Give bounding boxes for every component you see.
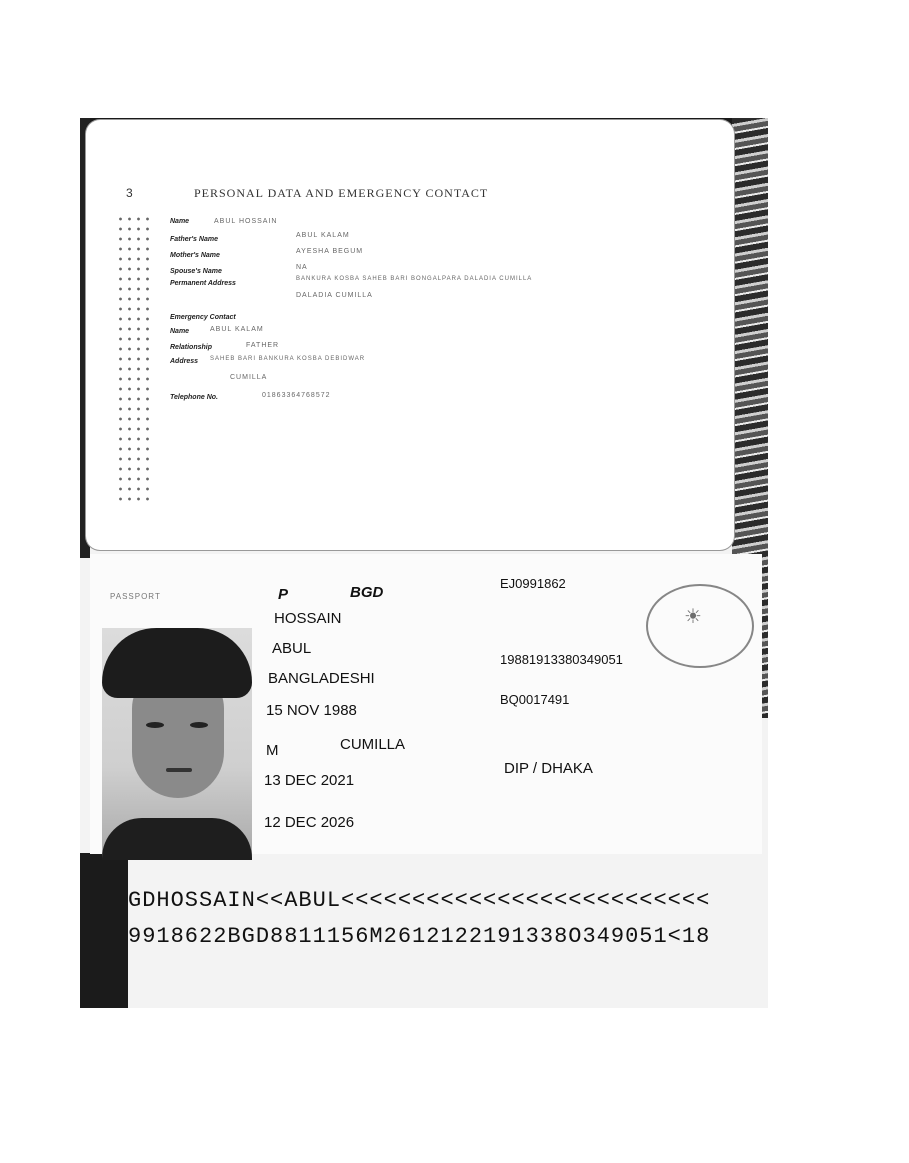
- place-of-birth: CUMILLA: [340, 736, 406, 753]
- pd-row: Name: [170, 328, 190, 335]
- scan-sheet: [80, 118, 768, 1008]
- photo-mouth: [166, 768, 192, 772]
- sex: M: [266, 742, 279, 759]
- given-name: ABUL: [272, 640, 312, 657]
- surname: HOSSAIN: [274, 610, 342, 627]
- personal-page-title: PERSONAL DATA AND EMERGENCY CONTACT: [194, 186, 489, 200]
- pd-value: ABUL HOSSAIN: [214, 218, 278, 225]
- pd-value: AYESHA BEGUM: [296, 248, 364, 255]
- personal-number: 19881913380349051: [500, 652, 623, 667]
- pd-value: FATHER: [246, 342, 280, 349]
- pd-row: Address: [170, 358, 199, 365]
- pd-value: NA: [296, 264, 308, 271]
- passport-label: PASSPORT: [110, 592, 161, 601]
- date-of-issue: 13 DEC 2021: [264, 772, 355, 789]
- pd-row: Father's Name: [170, 236, 218, 243]
- passport-number: EJ0991862: [500, 576, 566, 591]
- mrz-line-1: GDHOSSAIN<<ABUL<<<<<<<<<<<<<<<<<<<<<<<<<<: [128, 888, 711, 913]
- pd-value: ABUL KALAM: [296, 232, 350, 239]
- previous-passport-number: BQ0017491: [500, 692, 570, 707]
- personal-data-page: [86, 120, 734, 550]
- nationality: BANGLADESHI: [268, 670, 375, 687]
- scan-edge-bottom-left: [80, 853, 128, 1008]
- photo-shirt: [102, 818, 252, 860]
- photo-eye-right: [190, 722, 208, 728]
- pd-row: Relationship: [170, 344, 213, 351]
- page-number-mark: 3: [126, 186, 133, 200]
- mrz-line-2: 9918622BGD8811156M2612122191338O349051<18: [128, 924, 711, 949]
- pd-value: 01863364768572: [262, 392, 331, 399]
- passport-type: P: [278, 586, 289, 603]
- pd-value: BANKURA KOSBA SAHEB BARI BONGALPARA DALADIA CUMILLA: [296, 276, 533, 282]
- date-of-expiry: 12 DEC 2026: [264, 814, 355, 831]
- country-code: BGD: [350, 584, 384, 601]
- pd-row: Spouse's Name: [170, 268, 222, 275]
- issuing-authority: DIP / DHAKA: [504, 760, 593, 777]
- pd-row: Telephone No.: [170, 394, 218, 401]
- pd-row: Name: [170, 218, 190, 225]
- pd-value: CUMILLA: [230, 374, 268, 381]
- perforation-pattern: [116, 214, 152, 504]
- date-of-birth: 15 NOV 1988: [266, 702, 357, 719]
- pd-row: Permanent Address: [170, 280, 236, 287]
- holder-photo: [102, 628, 252, 860]
- pd-row: Mother's Name: [170, 252, 220, 259]
- pd-value: DALADIA CUMILLA: [296, 292, 373, 299]
- seal-emblem-icon: ☀: [684, 606, 702, 628]
- pd-value: ABUL KALAM: [210, 326, 264, 333]
- official-seal: [646, 584, 754, 668]
- photo-eye-left: [146, 722, 164, 728]
- pd-value: SAHEB BARI BANKURA KOSBA DEBIDWAR: [210, 356, 366, 362]
- photo-hair: [102, 628, 252, 698]
- pd-row: Emergency Contact: [170, 314, 236, 321]
